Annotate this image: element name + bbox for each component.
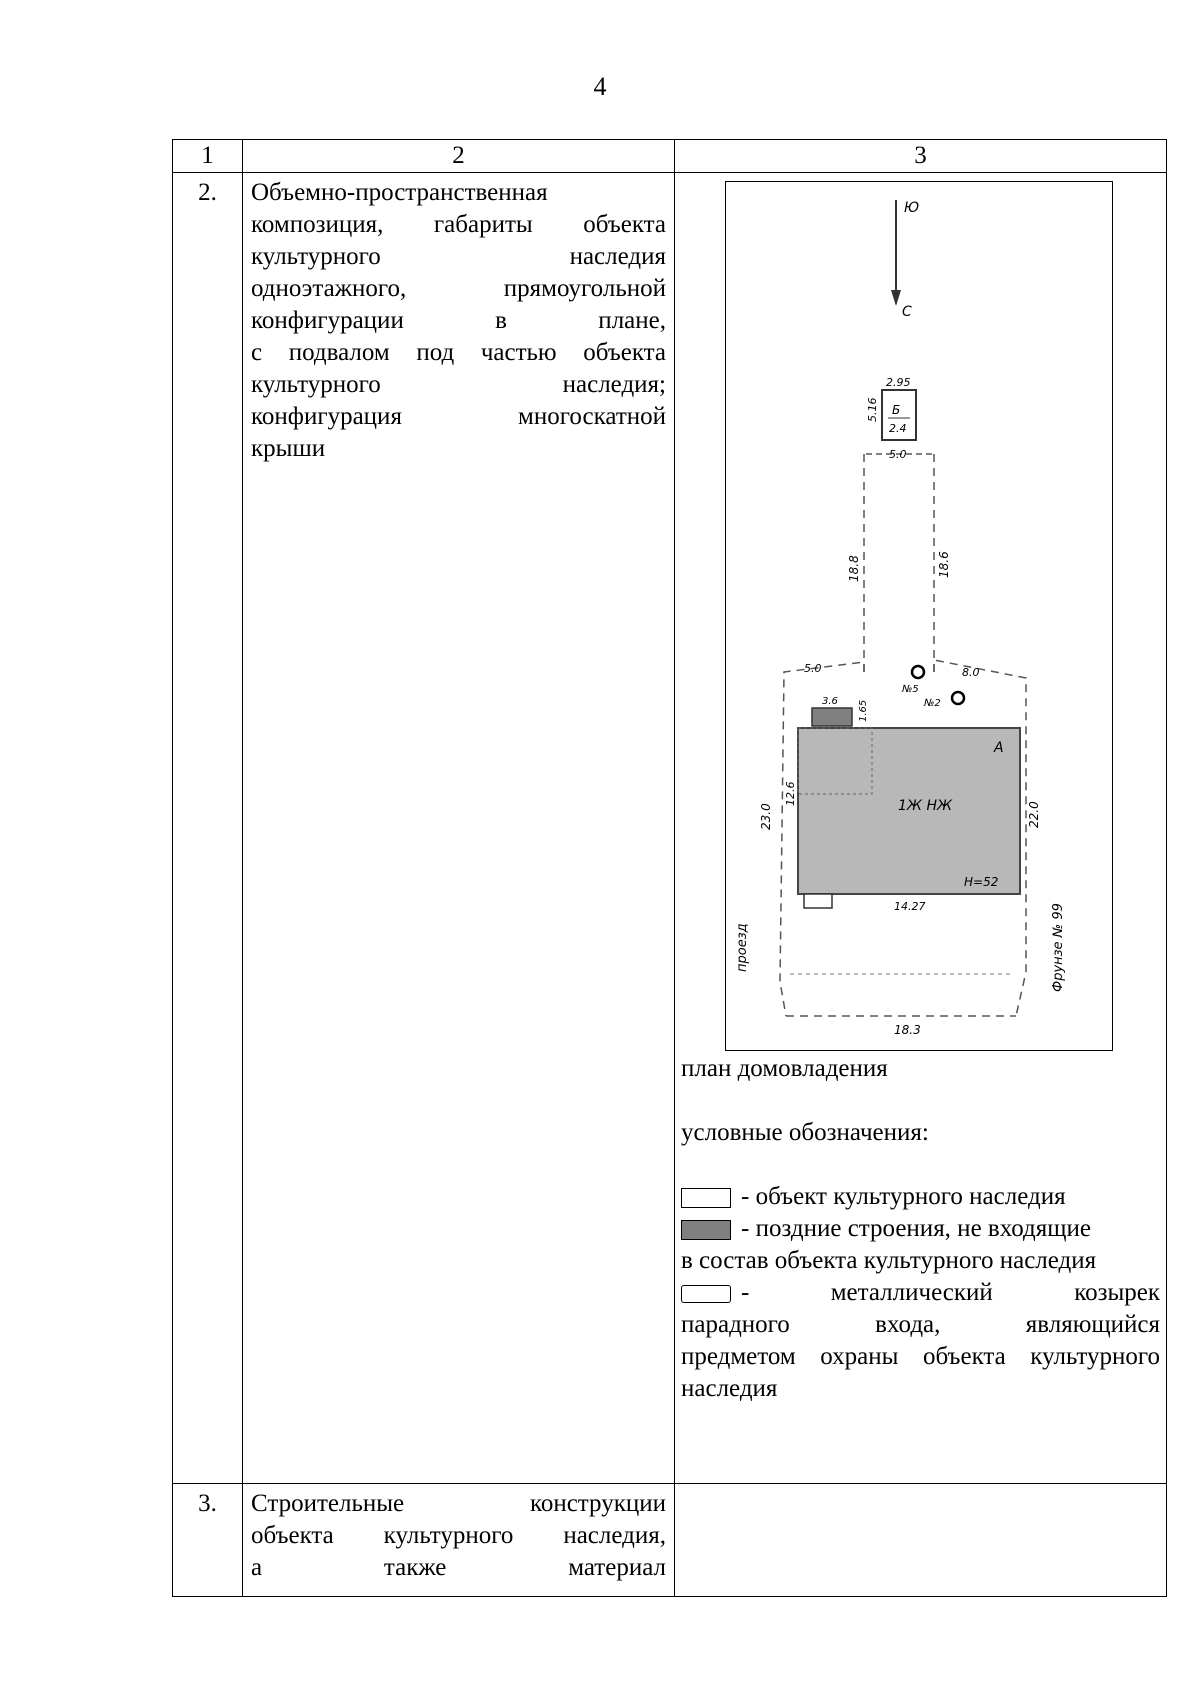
legend-swatch-white	[681, 1188, 731, 1208]
desc-line: конфигурация многоскатной	[251, 403, 666, 430]
dim-1-65: 1.65	[858, 699, 869, 722]
main-building-label: 1Ж НЖ	[898, 798, 953, 814]
desc-line: объекта культурного наследия,	[251, 1522, 666, 1549]
row-number: 2.	[173, 173, 243, 1484]
header-col-2: 2	[243, 140, 675, 173]
table-header-row	[173, 140, 1167, 173]
height-label: Н=52	[964, 875, 999, 889]
legend-title: условные обозначения:	[681, 1119, 929, 1146]
left-dim-label: 23.0	[759, 803, 773, 830]
site-plan-sketch	[726, 182, 1112, 1050]
empty-cell	[675, 1484, 1167, 1597]
desc-line: Объемно-пространственная	[251, 179, 548, 206]
dim-8-0: 8.0	[962, 666, 980, 679]
south-label: С	[902, 304, 912, 320]
legend-swatch-canopy	[681, 1285, 731, 1303]
dim-5-0-top: 5.0	[889, 448, 907, 461]
legend-canopy-cont: парадного входа, являющийся	[681, 1311, 1160, 1338]
street-label: Фрунзе № 99	[1051, 903, 1066, 992]
inner-dim-label: 12.6	[784, 781, 797, 806]
dim-3-6: 3.6	[822, 696, 838, 707]
row-description	[243, 1484, 675, 1597]
desc-line: крыши	[251, 435, 326, 462]
row-number: 3.	[173, 1484, 243, 1597]
dim-5-0-left: 5.0	[804, 662, 822, 675]
desc-line: композиция, габариты объекта	[251, 211, 666, 238]
side-left-label: 18.8	[847, 555, 861, 582]
litera-a-label: А	[994, 740, 1004, 756]
legend-swatch-gray	[681, 1220, 731, 1240]
shed-width-label: 2.95	[886, 376, 911, 389]
legend-canopy-cont: предметом охраны объекта культурного	[681, 1343, 1160, 1370]
plan-caption-block	[675, 1051, 1166, 1405]
desc-line: Строительные конструкции	[251, 1490, 666, 1517]
plan-caption: план домовладения	[681, 1055, 888, 1082]
north-label: Ю	[904, 200, 920, 216]
desc-line: культурного наследия	[251, 243, 666, 270]
desc-line: с подвалом под частью объекта	[251, 339, 666, 366]
bottom-inner-dim: 14.27	[894, 900, 926, 913]
plan-cell	[675, 173, 1167, 1484]
desc-line: конфигурации в плане,	[251, 307, 666, 334]
page-number: 4	[593, 72, 607, 101]
legend-late-cont: в состав объекта культурного наследия	[681, 1247, 1097, 1274]
desc-line: культурного наследия;	[251, 371, 666, 398]
legend-canopy-cont: наследия	[681, 1375, 778, 1402]
site-plan-figure	[725, 181, 1113, 1051]
desc-line: одноэтажного, прямоугольной	[251, 275, 666, 302]
table-row	[173, 173, 1167, 1484]
shed-num-label: 2.4	[889, 422, 907, 435]
legend-item-canopy: - металлический козырек	[681, 1277, 1160, 1309]
right-dim-label: 22.0	[1027, 801, 1041, 828]
side-right-label: 18.6	[937, 551, 951, 578]
header-col-1: 1	[173, 140, 243, 173]
shed-id-label: Б	[892, 403, 901, 417]
bottom-dim-label: 18.3	[894, 1023, 921, 1037]
heritage-table	[172, 139, 1167, 1597]
well-5-label: №5	[902, 684, 919, 695]
header-col-3: 3	[675, 140, 1167, 173]
legend-item-late: - поздние строения, не входящие	[681, 1213, 1160, 1245]
table-row	[173, 1484, 1167, 1597]
row-description	[243, 173, 675, 1484]
legend-item-heritage: - объект культурного наследия	[681, 1181, 1160, 1213]
shed-height-label: 5.16	[866, 397, 879, 422]
passage-label: проезд	[735, 923, 750, 972]
desc-line: а также материал	[251, 1554, 666, 1581]
well-2-label: №2	[924, 698, 941, 709]
